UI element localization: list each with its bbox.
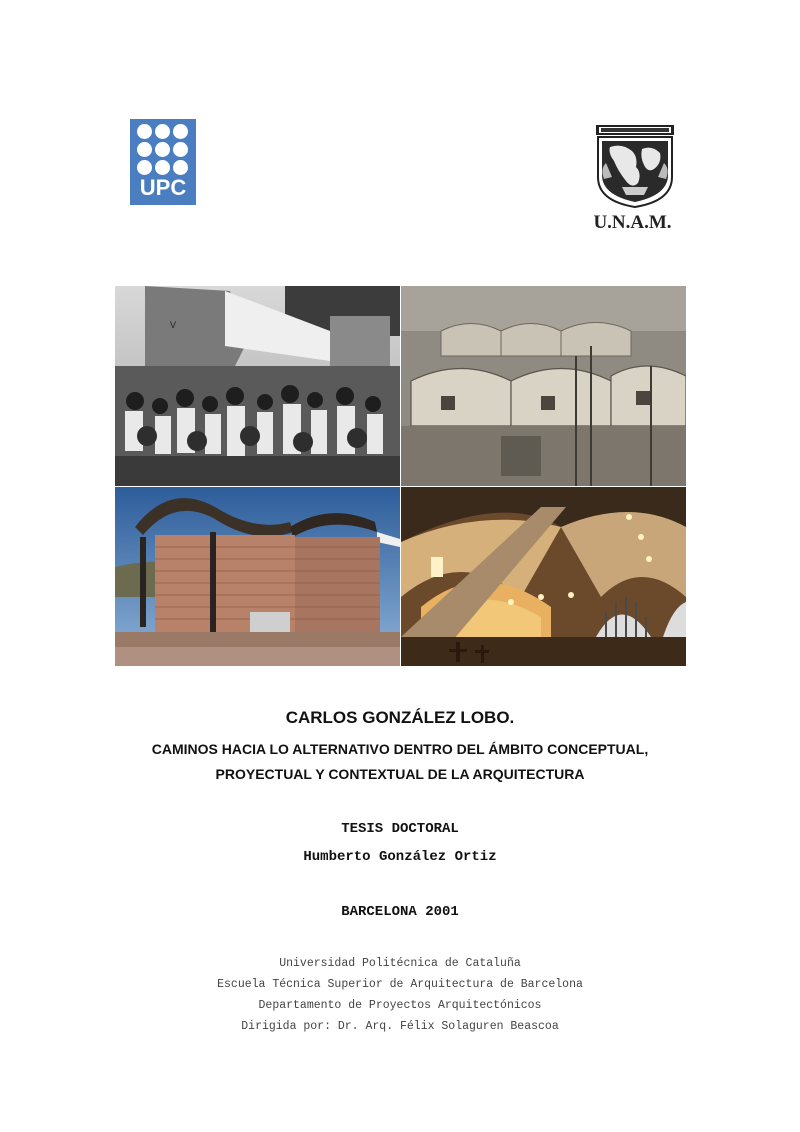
upc-logo — [130, 119, 196, 205]
school-name: Escuela Técnica Superior de Arquitectura de Barcelona — [217, 978, 583, 991]
photo-crowd-chapel — [115, 286, 400, 486]
photo-collage — [115, 286, 686, 666]
university-name: Universidad Politécnica de Cataluña — [279, 957, 521, 970]
svg-text:V: V — [170, 320, 177, 330]
unam-seal-icon — [592, 123, 678, 209]
thesis-director: Dirigida por: Dr. Arq. Félix Solaguren Beascoa — [241, 1020, 559, 1033]
thesis-author: Humberto González Ortiz — [303, 849, 497, 865]
upc-logo-text: UPC — [139, 175, 187, 200]
thesis-subtitle-line-1: CAMINOS HACIA LO ALTERNATIVO DENTRO DEL ÁMBITO CONCEPTUAL, — [151, 741, 649, 757]
photo-brick-chapel-wave-roof — [115, 487, 400, 666]
unam-logo-text: U.N.A.M. — [593, 212, 672, 233]
photo-interior-vaults — [401, 487, 686, 666]
department-name: Departamento de Proyectos Arquitectónicos — [258, 999, 542, 1012]
thesis-place-year: BARCELONA 2001 — [341, 904, 459, 920]
thesis-title: CARLOS GONZÁLEZ LOBO. — [285, 708, 515, 727]
thesis-subtitle-line-2: PROYECTUAL Y CONTEXTUAL DE LA ARQUITECTURA — [215, 766, 585, 782]
photo-vaulted-roofs — [401, 286, 686, 486]
upc-dots-icon — [135, 123, 191, 175]
thesis-type: TESIS DOCTORAL — [341, 821, 459, 837]
